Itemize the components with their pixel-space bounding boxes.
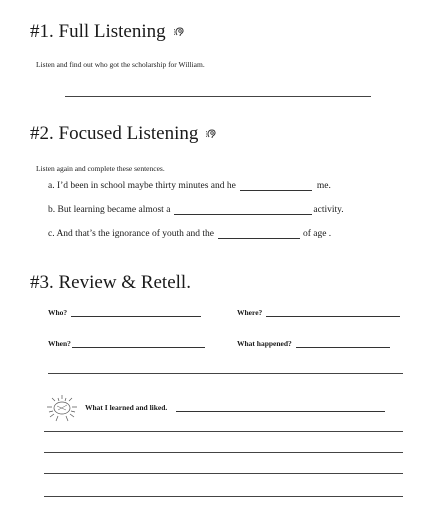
lightbulb-idea-icon — [44, 393, 80, 425]
answer-line[interactable] — [65, 96, 371, 97]
answer-line[interactable] — [44, 431, 403, 432]
answer-line[interactable] — [48, 373, 403, 374]
section3-heading: #3. Review & Retell. — [30, 272, 191, 293]
sentence-b: b. But learning became almost a activity. — [48, 205, 344, 215]
when-field: When? — [48, 339, 206, 348]
learned-field: What I learned and liked. — [85, 403, 386, 412]
section1-instruction: Listen and find out who got the scholarship for William. — [36, 60, 205, 69]
what-happened-blank[interactable] — [296, 340, 390, 348]
where-blank[interactable] — [266, 309, 400, 317]
sentence-c: c. And that’s the ignorance of youth and the of age . — [48, 229, 332, 239]
section1-heading: #1. Full Listening — [30, 21, 186, 44]
section2-instruction: Listen again and complete these sentences. — [36, 164, 165, 173]
sentence-c-blank[interactable] — [218, 230, 300, 239]
who-blank[interactable] — [71, 309, 201, 317]
who-field: Who? — [48, 308, 202, 317]
where-field: Where? — [237, 308, 401, 317]
ear-icon — [206, 124, 218, 146]
sentence-a: a. I’d been in school maybe thirty minutes and he me. — [48, 181, 331, 191]
answer-line[interactable] — [44, 496, 403, 497]
learned-blank[interactable] — [176, 404, 385, 412]
what-happened-field: What happened? — [237, 339, 391, 348]
sentence-a-blank[interactable] — [240, 182, 312, 191]
when-blank[interactable] — [72, 340, 205, 348]
sentence-b-blank[interactable] — [174, 206, 312, 215]
ear-icon — [174, 22, 186, 44]
answer-line[interactable] — [44, 452, 403, 453]
answer-line[interactable] — [44, 473, 403, 474]
section2-heading: #2. Focused Listening — [30, 123, 218, 146]
